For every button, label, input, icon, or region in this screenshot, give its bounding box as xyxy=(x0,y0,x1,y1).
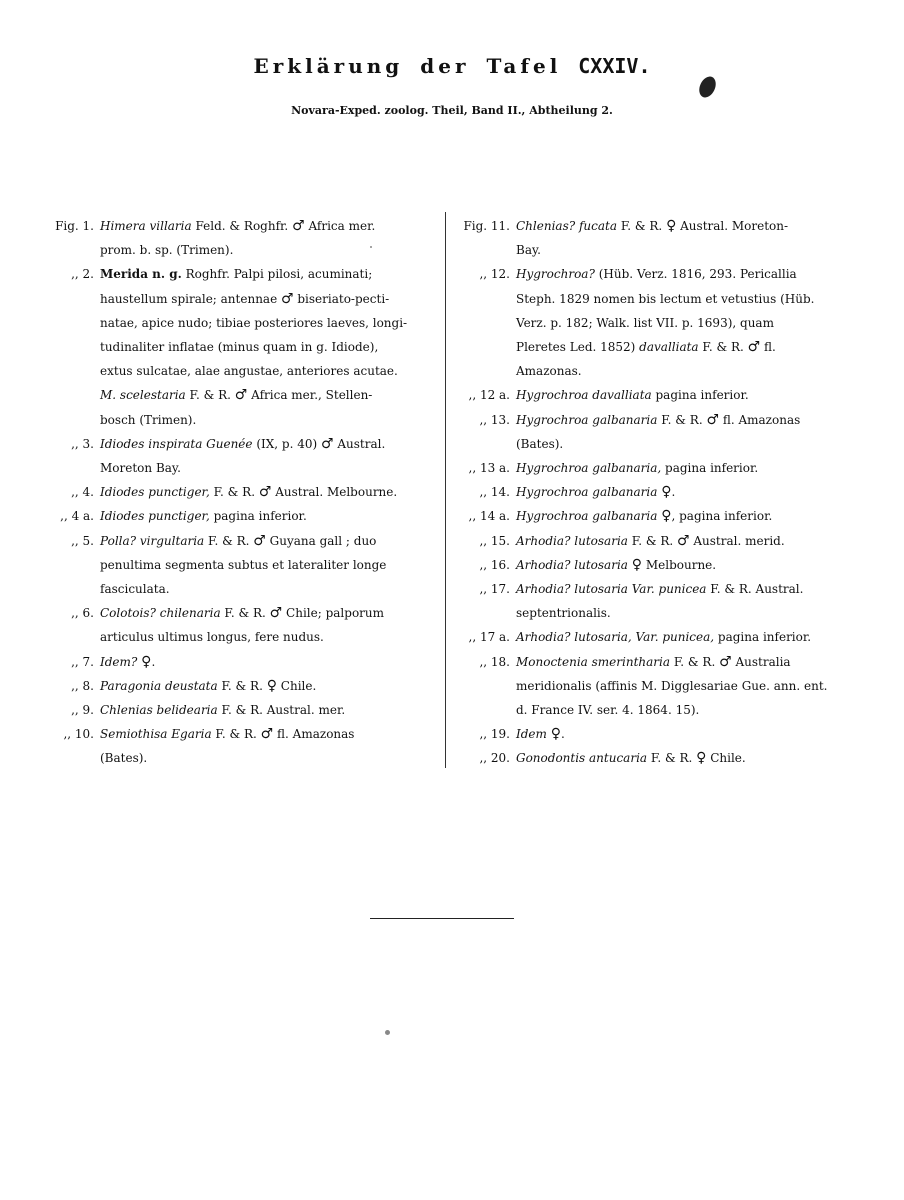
figure-description xyxy=(100,601,436,649)
text-run: F. & R. xyxy=(220,606,270,621)
figure-description xyxy=(516,504,850,528)
text-run: F. & R. xyxy=(698,340,748,355)
closing-rule xyxy=(370,918,514,919)
description-line xyxy=(516,625,850,649)
figure-entry xyxy=(460,214,850,262)
plate-subtitle: Novara-Exped. zoolog. Theil, Band II., Abtheilung 2. xyxy=(291,104,613,117)
text-run: F. & R. xyxy=(211,727,261,742)
text-run: F. & R. xyxy=(185,388,235,403)
description-line xyxy=(516,456,850,480)
genus-heading: Merida n. g. xyxy=(100,267,182,282)
taxon-name: Arhodia? lutosaria xyxy=(516,557,628,572)
description-line xyxy=(516,287,850,311)
figure-number: Fig. 1. xyxy=(55,219,94,233)
male-symbol-icon: ♂ xyxy=(260,726,274,743)
paper-speck xyxy=(385,1030,390,1035)
text-run: d. France IV. ser. 4. 1864. 15). xyxy=(516,703,700,718)
figure-entry xyxy=(460,504,850,528)
figure-entry xyxy=(460,408,850,456)
text-run: F. & R. xyxy=(647,751,697,766)
taxon-name: Hygrochroa? xyxy=(516,267,595,282)
taxon-name: davalliata xyxy=(639,340,699,355)
taxon-name: Idiodes punctiger, xyxy=(100,485,210,500)
description-line xyxy=(100,504,436,528)
description-line xyxy=(516,674,850,698)
description-line xyxy=(516,335,850,359)
text-run: . xyxy=(561,727,565,742)
female-symbol-icon: ♀ xyxy=(661,484,672,501)
text-run: Roghfr. Palpi pilosi, acuminati; xyxy=(181,267,373,282)
figure-description xyxy=(516,480,850,504)
text-run: F. & R. Austral. mer. xyxy=(217,703,346,718)
figure-description xyxy=(516,456,850,480)
plate-title-text: Erklärung der Tafel xyxy=(253,54,562,78)
figure-description xyxy=(100,722,436,770)
taxon-name: Arhodia? lutosaria, Var. punicea, xyxy=(516,630,715,645)
text-run: pagina inferior. xyxy=(209,509,307,524)
description-line xyxy=(100,238,436,262)
plate-number: CXXIV. xyxy=(578,54,651,78)
text-run: extus sulcatae, alae angustae, anteriores acutae. xyxy=(100,364,398,379)
male-symbol-icon: ♂ xyxy=(321,435,334,452)
description-line xyxy=(100,359,436,383)
text-run: Austral. Melbourne. xyxy=(271,485,398,500)
text-run: pagina inferior. xyxy=(661,461,759,476)
figure-entry xyxy=(460,262,850,383)
taxon-name: M. scelestaria xyxy=(100,388,186,403)
male-symbol-icon: ♂ xyxy=(281,290,294,307)
description-line xyxy=(516,529,850,553)
figure-entry xyxy=(44,601,436,649)
text-run: (Bates). xyxy=(100,751,148,766)
text-run: Chile. xyxy=(706,751,746,766)
male-symbol-icon: ♂ xyxy=(677,532,690,549)
taxon-name: Idem? xyxy=(100,654,138,669)
description-line xyxy=(100,480,436,504)
figure-number: ,, 8. xyxy=(71,678,94,693)
figure-number: ,, 20. xyxy=(479,751,510,766)
text-run: Steph. 1829 nomen bis lectum et vetustius (Hüb. xyxy=(516,291,815,306)
text-run: Verz. p. 182; Walk. list VII. p. 1693), quam xyxy=(516,315,774,330)
description-line xyxy=(100,287,436,311)
text-run: Bay. xyxy=(516,243,541,258)
figure-entry xyxy=(44,504,436,528)
text-run: . xyxy=(151,654,156,669)
male-symbol-icon: ♂ xyxy=(719,653,732,670)
figure-number: ,, 13 a. xyxy=(468,461,510,476)
description-line xyxy=(516,311,850,335)
taxon-name: Hygrochroa galbanaria xyxy=(516,509,658,524)
female-symbol-icon: ♀ xyxy=(666,218,677,234)
figure-number: ,, 17 a. xyxy=(468,630,510,645)
figure-entry xyxy=(460,577,850,625)
figure-description xyxy=(516,214,850,262)
text-run: meridionalis (affinis M. Digglesariae Gue. ann. ent. xyxy=(516,678,828,693)
taxon-name: Arhodia? lutosaria xyxy=(516,533,628,548)
description-line xyxy=(100,601,436,625)
description-line xyxy=(516,359,850,383)
figure-number: ,, 14. xyxy=(479,485,510,500)
taxon-name: Hygrochroa galbanaria, xyxy=(516,461,662,476)
figure-description xyxy=(516,262,850,383)
text-run: Amazonas. xyxy=(516,364,582,379)
right-column xyxy=(460,214,850,771)
figure-description xyxy=(516,746,850,770)
taxon-name: Polla? virgultaria xyxy=(100,533,205,548)
figure-entry xyxy=(44,214,436,262)
plate-title xyxy=(0,54,904,78)
text-run: articulus ultimus longus, fere nudus. xyxy=(100,630,324,645)
text-run: . xyxy=(671,485,676,500)
male-symbol-icon: ♂ xyxy=(747,339,761,356)
text-run: pagina inferior. xyxy=(651,388,749,403)
taxon-name: Hygrochroa galbanaria xyxy=(516,412,658,427)
text-run: biseriato-pecti- xyxy=(293,291,390,306)
description-line xyxy=(100,577,436,601)
figure-entry xyxy=(460,480,850,504)
figure-entry xyxy=(44,674,436,698)
figure-description xyxy=(516,577,850,625)
description-line xyxy=(100,456,436,480)
figure-number: ,, 18. xyxy=(479,654,510,669)
taxon-name: Chlenias? fucata xyxy=(516,219,617,233)
figure-entry xyxy=(460,553,850,577)
taxon-name: Monoctenia smerintharia xyxy=(516,654,671,669)
description-line xyxy=(100,674,436,698)
description-line xyxy=(100,335,436,359)
text-run: Austral. merid. xyxy=(689,533,785,548)
taxon-name: Arhodia? lutosaria Var. punicea xyxy=(516,582,707,597)
text-run: F. & R. Austral. xyxy=(706,582,804,597)
description-line xyxy=(100,722,436,746)
figure-entry xyxy=(44,529,436,602)
description-line xyxy=(516,746,850,770)
male-symbol-icon: ♂ xyxy=(269,605,283,622)
figure-number: ,, 13. xyxy=(479,412,510,427)
text-run: tudinaliter inflatae (minus quam in g. Idiode), xyxy=(100,340,379,355)
text-run: (Bates). xyxy=(516,436,564,451)
text-run: septentrionalis. xyxy=(516,606,611,621)
figure-description xyxy=(516,383,850,407)
description-line xyxy=(100,746,436,770)
text-run: natae, apice nudo; tibiae posteriores laeves, longi- xyxy=(100,315,408,330)
text-run: Pleretes Led. 1852) xyxy=(516,340,640,355)
male-symbol-icon: ♂ xyxy=(234,387,248,404)
text-run: (IX, p. 40) xyxy=(252,436,321,451)
text-run: fl. Amazonas xyxy=(719,412,801,427)
figure-description xyxy=(516,625,850,649)
description-line xyxy=(100,311,436,335)
text-run: (Hüb. Verz. 1816, 293. Pericallia xyxy=(594,267,797,282)
figure-number: ,, 15. xyxy=(479,533,510,548)
text-run: , pagina inferior. xyxy=(671,509,773,524)
figure-entry xyxy=(460,746,850,770)
description-line xyxy=(516,650,850,674)
text-run: F. & R. xyxy=(657,412,707,427)
description-line xyxy=(100,432,436,456)
text-run: Melbourne. xyxy=(642,557,717,572)
text-run: F. & R. xyxy=(217,678,267,693)
male-symbol-icon: ♂ xyxy=(292,218,305,234)
figure-entry xyxy=(460,722,850,746)
description-line xyxy=(516,577,850,601)
text-run: Chile; palporum xyxy=(282,606,385,621)
figure-entry xyxy=(44,262,436,431)
description-line xyxy=(100,383,436,407)
text-run: F. & R. xyxy=(617,219,667,233)
figure-number: ,, 17. xyxy=(479,582,510,597)
figure-number: Fig. 11. xyxy=(463,219,510,233)
figure-entry xyxy=(460,650,850,723)
taxon-name: Chlenias belidearia xyxy=(100,703,218,718)
figure-description xyxy=(516,408,850,456)
figure-number: ,, 10. xyxy=(63,727,94,742)
taxon-name: Himera villaria xyxy=(100,219,192,233)
figure-number: ,, 6. xyxy=(71,606,94,621)
female-symbol-icon: ♀ xyxy=(550,726,561,743)
text-run: pagina inferior. xyxy=(714,630,812,645)
figure-number: ,, 7. xyxy=(71,654,94,669)
text-run: F. & R. xyxy=(627,533,677,548)
taxon-name: Hygrochroa galbanaria xyxy=(516,485,658,500)
text-run: Australia xyxy=(731,654,791,669)
taxon-name: Semiothisa Egaria xyxy=(100,727,212,742)
description-line xyxy=(100,553,436,577)
description-line xyxy=(516,238,850,262)
male-symbol-icon: ♂ xyxy=(258,484,272,501)
figure-entry xyxy=(44,480,436,504)
description-line xyxy=(100,625,436,649)
figure-number: ,, 14 a. xyxy=(468,509,510,524)
figure-description xyxy=(100,674,436,698)
description-line xyxy=(100,650,436,674)
figure-entry xyxy=(44,698,436,722)
taxon-name: Hygrochroa davalliata xyxy=(516,388,652,403)
figure-description xyxy=(516,722,850,746)
description-line xyxy=(100,214,436,238)
description-line xyxy=(100,262,436,286)
figure-number: ,, 16. xyxy=(479,557,510,572)
figure-number: ,, 12 a. xyxy=(468,388,510,403)
figure-description xyxy=(100,504,436,528)
figure-entry xyxy=(460,456,850,480)
description-line xyxy=(100,529,436,553)
text-run: F. & R. xyxy=(209,485,259,500)
figure-description xyxy=(516,553,850,577)
figure-number: ,, 4 a. xyxy=(60,509,94,524)
figure-number: ,, 4. xyxy=(71,485,94,500)
figure-description xyxy=(100,529,436,602)
text-run: Austral. Moreton- xyxy=(676,219,789,233)
text-run: Guyana gall ; duo xyxy=(265,533,377,548)
text-run: prom. b. sp. (Trimen). xyxy=(100,243,234,258)
description-line xyxy=(516,722,850,746)
description-line xyxy=(516,553,850,577)
taxon-name: Colotois? chilenaria xyxy=(100,606,221,621)
description-line xyxy=(516,504,850,528)
figure-description xyxy=(100,432,436,480)
text-run: F. & R. xyxy=(670,654,720,669)
description-line xyxy=(516,480,850,504)
figure-entry xyxy=(460,383,850,407)
text-run: Moreton Bay. xyxy=(100,461,181,476)
figure-entry xyxy=(460,529,850,553)
female-symbol-icon: ♀ xyxy=(696,750,707,767)
figure-description xyxy=(516,650,850,723)
left-column xyxy=(44,214,436,771)
text-run: bosch (Trimen). xyxy=(100,412,197,427)
description-line xyxy=(516,432,850,456)
female-symbol-icon: ♀ xyxy=(266,677,277,694)
taxon-name: Idiodes punctiger, xyxy=(100,509,210,524)
figure-number: ,, 12. xyxy=(479,267,510,282)
column-divider xyxy=(445,212,446,768)
figure-entry xyxy=(460,625,850,649)
figure-description xyxy=(100,262,436,431)
text-run: fl. Amazonas xyxy=(273,727,355,742)
female-symbol-icon: ♀ xyxy=(141,653,152,670)
male-symbol-icon: ♂ xyxy=(253,532,266,549)
taxon-name: Gonodontis antucaria xyxy=(516,751,648,766)
taxon-name: Paragonia deustata xyxy=(100,678,218,693)
figure-description xyxy=(516,529,850,553)
figure-entry xyxy=(44,650,436,674)
male-symbol-icon: ♂ xyxy=(706,411,720,428)
text-run: Africa mer. xyxy=(304,219,376,233)
text-run: Chile. xyxy=(276,678,317,693)
description-line xyxy=(516,601,850,625)
text-run: Austral. xyxy=(333,436,386,451)
female-symbol-icon: ♀ xyxy=(661,508,672,525)
text-run: Africa mer., Stellen- xyxy=(247,388,373,403)
female-symbol-icon: ♀ xyxy=(631,556,643,573)
figure-description xyxy=(100,698,436,722)
figure-description xyxy=(100,480,436,504)
description-line xyxy=(100,698,436,722)
figure-number: ,, 3. xyxy=(71,436,94,451)
taxon-name: Idiodes inspirata Guenée xyxy=(100,436,253,451)
figure-number: ,, 5. xyxy=(71,533,94,548)
paper-speck xyxy=(370,246,372,248)
description-line xyxy=(516,408,850,432)
description-line xyxy=(100,408,436,432)
text-run: haustellum spirale; antennae xyxy=(100,291,281,306)
figure-number: ,, 19. xyxy=(479,727,510,742)
figure-entry xyxy=(44,722,436,770)
text-run: fasciculata. xyxy=(100,582,170,597)
description-line xyxy=(516,383,850,407)
description-line xyxy=(516,262,850,286)
text-run: Feld. & Roghfr. xyxy=(191,219,293,233)
figure-description xyxy=(100,214,436,262)
description-line xyxy=(516,214,850,238)
text-run: penultima segmenta subtus et lateraliter longe xyxy=(100,557,387,572)
text-run: F. & R. xyxy=(204,533,254,548)
figure-description xyxy=(100,650,436,674)
figure-entry xyxy=(44,432,436,480)
figure-number: ,, 2. xyxy=(71,267,94,282)
text-run: fl. xyxy=(760,340,776,355)
figure-number: ,, 9. xyxy=(71,703,94,718)
taxon-name: Idem xyxy=(516,727,547,742)
description-line xyxy=(516,698,850,722)
